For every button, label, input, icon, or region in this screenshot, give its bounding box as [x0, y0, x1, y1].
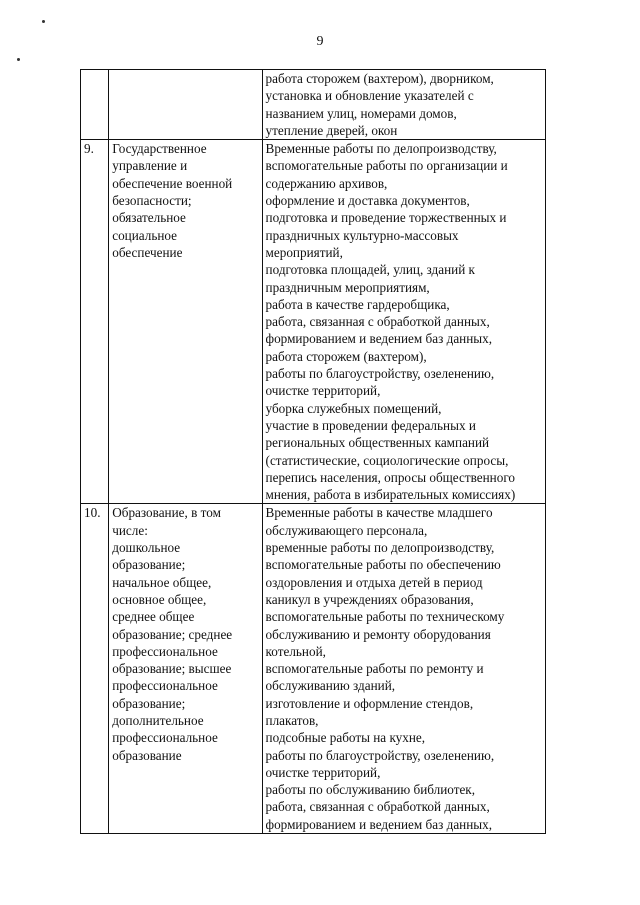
page-number: 9 — [316, 34, 324, 49]
works-line: очистке территорий, — [265, 764, 381, 780]
works-line: названием улиц, номерами домов, — [265, 105, 457, 121]
sphere-line: обеспечение — [112, 244, 183, 260]
works-line: Временные работы по делопроизводству, — [265, 141, 497, 157]
sphere-line: образование; высшее — [112, 661, 232, 677]
works-line: содержанию архивов, — [265, 175, 388, 191]
scan-speck-left — [17, 58, 20, 61]
works-line: изготовление и оформление стендов, — [265, 695, 474, 711]
works-line: Временные работы в качестве младшего — [265, 505, 493, 521]
works-line: подготовка и проведение торжественных и — [265, 210, 507, 226]
works-line: уборка служебных помещений, — [265, 400, 442, 416]
works-cell — [262, 504, 545, 834]
works-line: вспомогательные работы по обеспечению — [265, 557, 501, 573]
works-line: очистке территорий, — [265, 383, 381, 399]
works-line: утепление дверей, окон — [265, 122, 398, 138]
works-line: формированием и ведением баз данных, — [265, 816, 493, 832]
works-cell — [262, 70, 545, 140]
works-line: (статистические, социологические опросы, — [265, 452, 509, 468]
works-line: праздничным мероприятиям, — [265, 279, 430, 295]
sphere-line: социальное — [112, 227, 178, 243]
sphere-cell — [109, 70, 262, 140]
sphere-line: обязательное — [112, 210, 186, 226]
works-line: мероприятий, — [265, 244, 343, 260]
works-line: работы по обслуживанию библиотек, — [265, 782, 476, 798]
works-cell — [262, 140, 545, 504]
sphere-line: числе: — [112, 522, 148, 538]
works-table — [80, 69, 546, 834]
works-line: мнения, работа в избирательных комиссиях) — [265, 487, 516, 503]
works-line: работа, связанная с обработкой данных, — [265, 799, 490, 815]
sphere-line: основное общее, — [112, 591, 207, 607]
works-line: работа, связанная с обработкой данных, — [265, 314, 490, 330]
sphere-line: Государственное — [112, 141, 207, 157]
works-line: обслуживанию зданий, — [265, 678, 396, 694]
works-line: обслуживанию и ремонту оборудования — [265, 626, 491, 642]
sphere-line: образование; среднее — [112, 626, 233, 642]
table-row — [81, 504, 546, 834]
sphere-line: среднее общее — [112, 609, 195, 625]
sphere-cell — [109, 140, 262, 504]
sphere-line: обеспечение военной — [112, 175, 233, 191]
works-line: работа в качестве гардеробщика, — [265, 296, 450, 312]
sphere-line: Образование, в том — [112, 505, 221, 521]
works-line: работы по благоустройству, озеленению, — [265, 366, 495, 382]
works-line: перепись населения, опросы общественного — [265, 469, 515, 485]
works-line: обслуживающего персонала, — [265, 522, 428, 538]
row-number-cell: 10. — [81, 504, 109, 834]
works-line: работа сторожем (вахтером), — [265, 348, 427, 364]
works-line: региональных общественных кампаний — [265, 435, 490, 451]
works-line: оформление и доставка документов, — [265, 193, 470, 209]
row-number-cell: 9. — [81, 140, 109, 504]
sphere-line: образование — [112, 747, 182, 763]
sphere-line: дошкольное — [112, 540, 181, 556]
works-line: установка и обновление указателей с — [265, 88, 474, 104]
sphere-line: профессиональное — [112, 643, 218, 659]
sphere-line: профессиональное — [112, 730, 218, 746]
sphere-line: дополнительное — [112, 712, 204, 728]
works-line: вспомогательные работы по организации и — [265, 158, 508, 174]
table-row — [81, 70, 546, 140]
works-line: подготовка площадей, улиц, зданий к — [265, 262, 475, 278]
sphere-cell — [109, 504, 262, 834]
sphere-line: образование; — [112, 695, 186, 711]
works-line: вспомогательные работы по ремонту и — [265, 661, 484, 677]
works-line: каникул в учреждениях образования, — [265, 591, 474, 607]
table-row — [81, 140, 546, 504]
works-line: работа сторожем (вахтером), дворником, — [265, 71, 494, 86]
works-line: котельной, — [265, 643, 326, 659]
works-line: оздоровления и отдыха детей в период — [265, 574, 483, 590]
works-line: работы по благоустройству, озеленению, — [265, 747, 495, 763]
works-line: плакатов, — [265, 712, 319, 728]
sphere-line: образование; — [112, 557, 186, 573]
sphere-line: безопасности; — [112, 193, 192, 209]
scan-speck-top — [42, 20, 45, 23]
row-number-cell — [81, 70, 109, 140]
works-line: участие в проведении федеральных и — [265, 417, 476, 433]
sphere-line: начальное общее, — [112, 574, 212, 590]
works-line: праздничных культурно-массовых — [265, 227, 459, 243]
works-line: подсобные работы на кухне, — [265, 730, 426, 746]
sphere-line: профессиональное — [112, 678, 218, 694]
works-line: формированием и ведением баз данных, — [265, 331, 493, 347]
works-line: вспомогательные работы по техническому — [265, 609, 505, 625]
sphere-line: управление и — [112, 158, 188, 174]
works-line: временные работы по делопроизводству, — [265, 540, 495, 556]
works-table-body — [81, 70, 546, 834]
